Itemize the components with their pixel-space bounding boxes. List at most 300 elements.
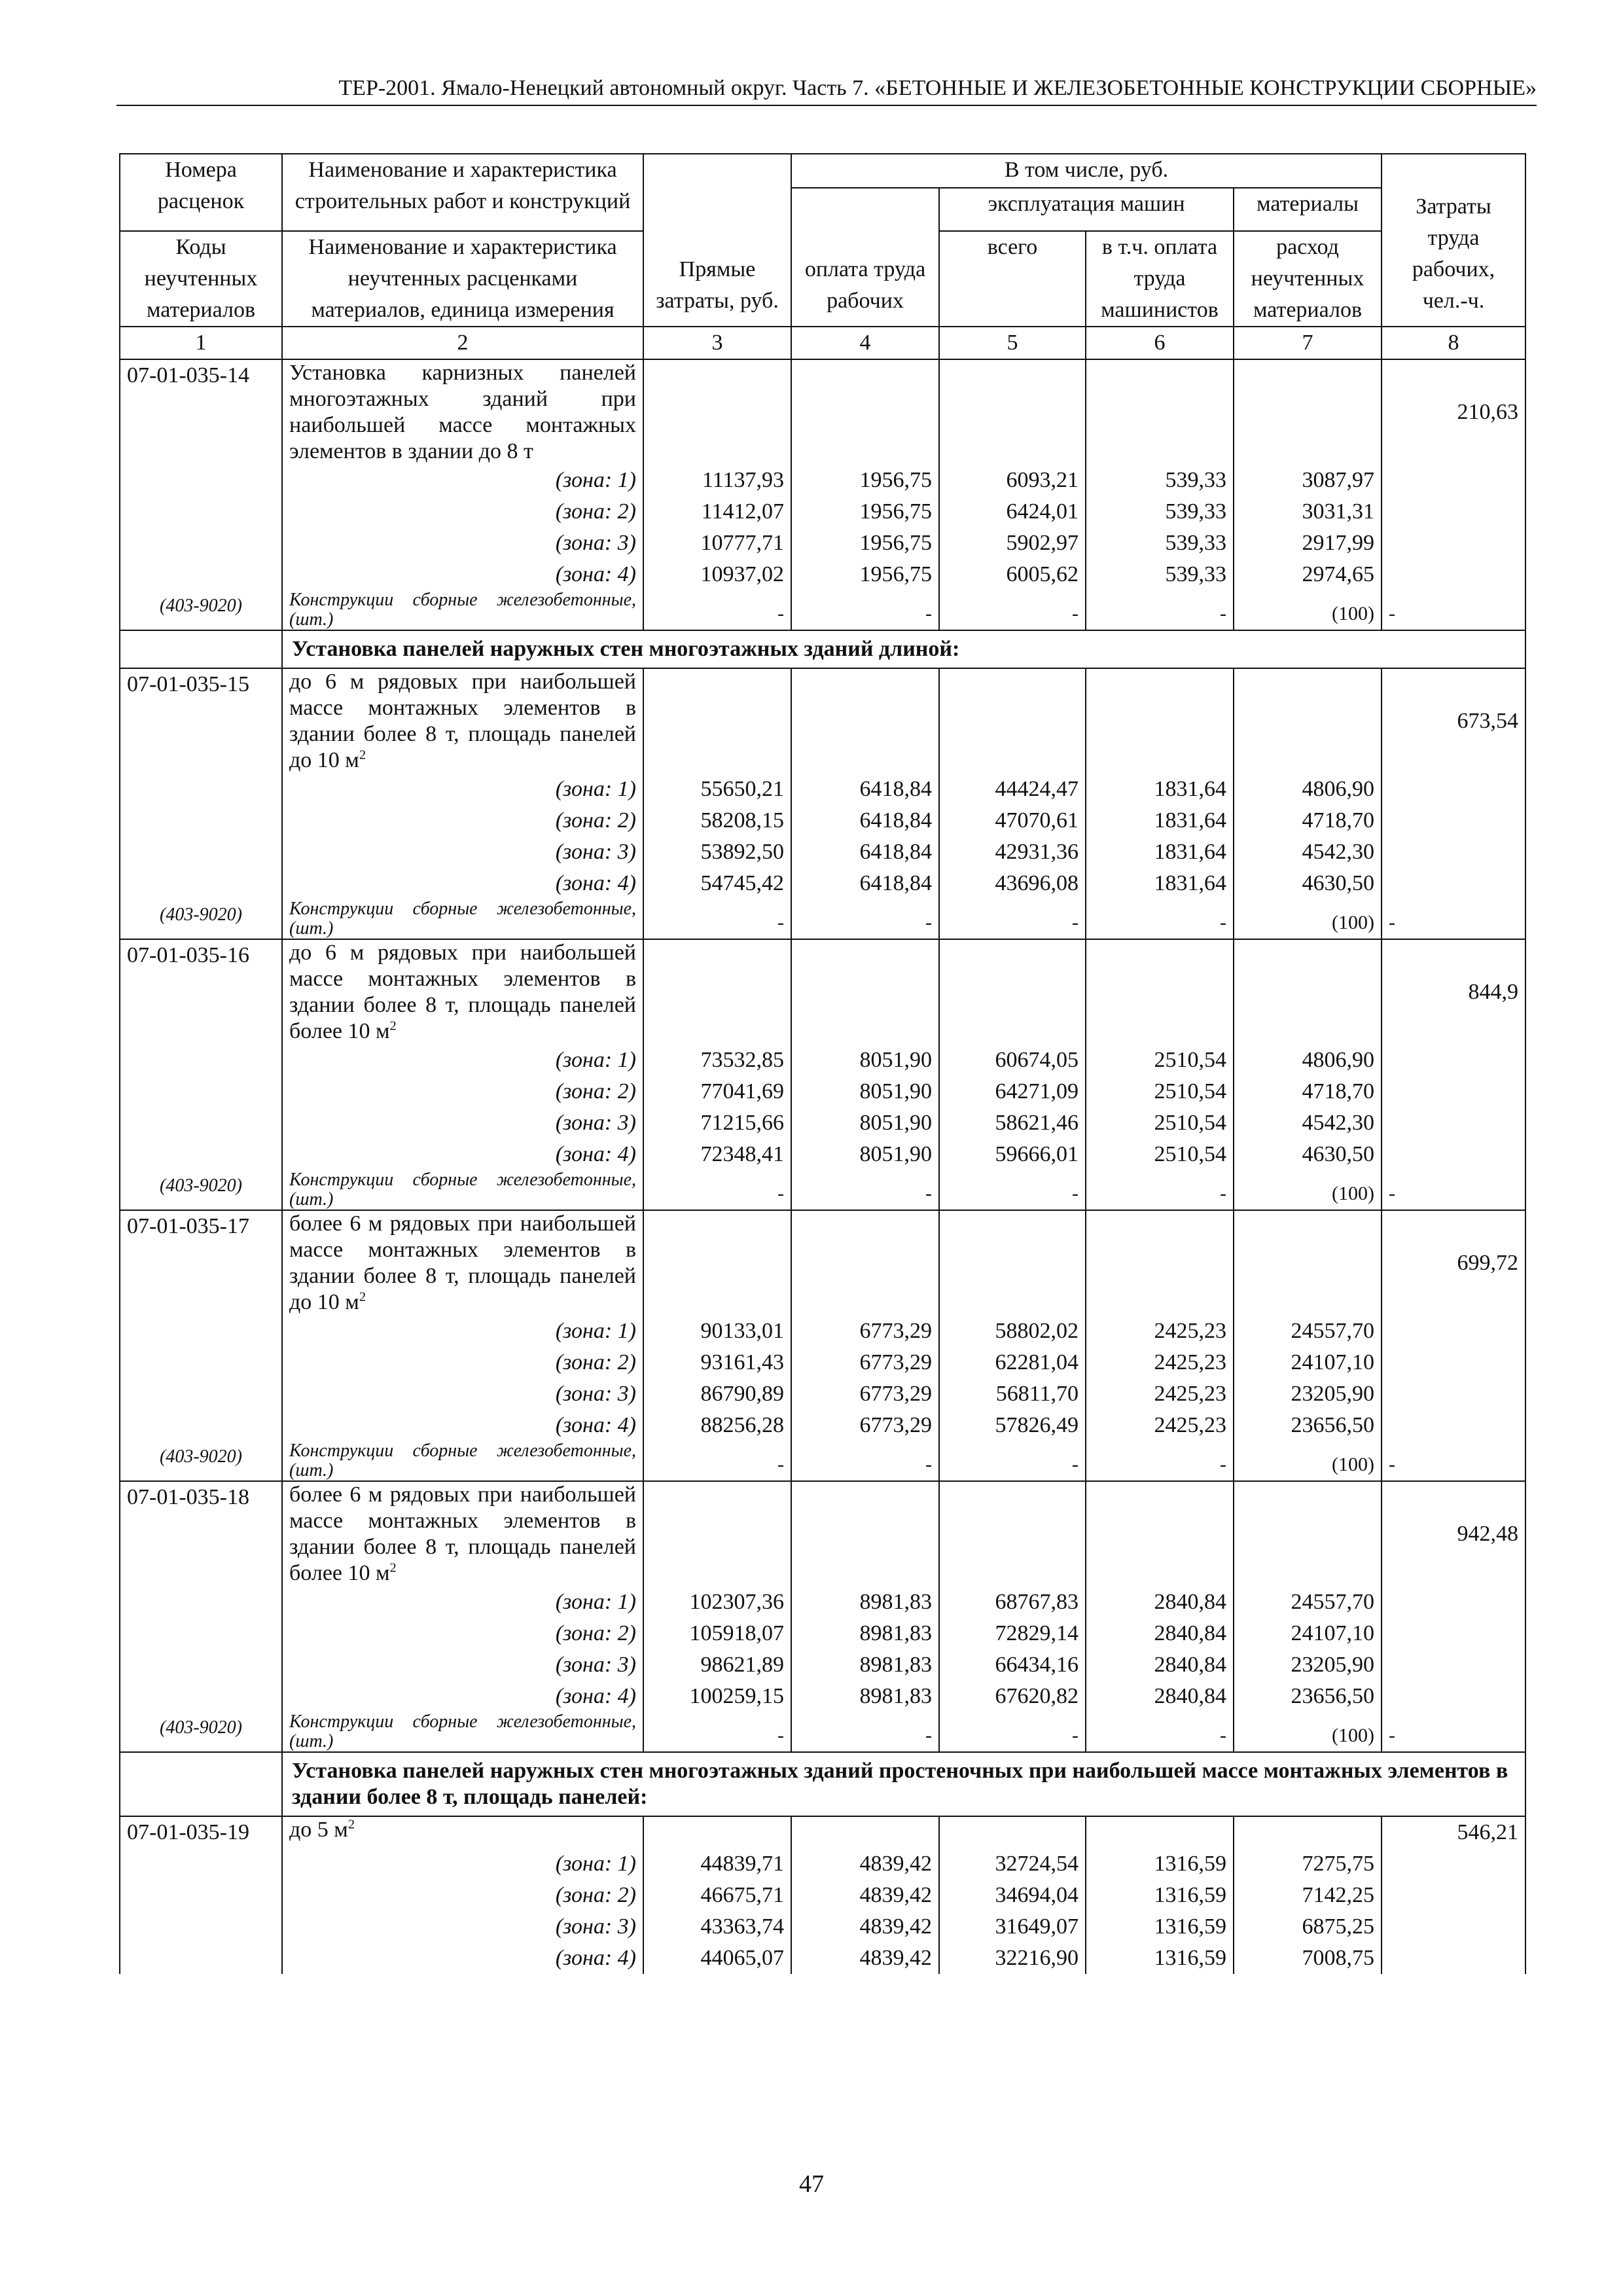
empty-cell (1234, 1816, 1382, 1848)
value-cell: 4630,50 (1234, 868, 1382, 899)
value-cell: 2974,65 (1234, 559, 1382, 590)
empty-cell (1382, 774, 1525, 805)
value-cell: 8051,90 (791, 1076, 939, 1107)
labor-cost: 546,21 (1382, 1816, 1525, 1848)
zone-label: (зона: 4) (282, 1681, 643, 1712)
labor-cost: 210,63 (1382, 359, 1525, 465)
section-heading-row (120, 1752, 1525, 1816)
value-cell: 6875,25 (1234, 1911, 1382, 1943)
value-cell: 8051,90 (791, 1045, 939, 1076)
value-cell: 6424,01 (939, 496, 1086, 528)
value-cell: 6418,84 (791, 805, 939, 836)
dash-cell: - (939, 1712, 1086, 1752)
empty-cell (120, 1139, 282, 1170)
zone-label: (зона: 3) (282, 1911, 643, 1943)
col4-header: оплата труда рабочих (791, 188, 939, 327)
dash-cell: - (939, 899, 1086, 939)
empty-cell (120, 496, 282, 528)
value-cell: 10777,71 (643, 528, 791, 559)
rate-name-text: до 6 м рядовых при наибольшей массе монтажных элементов в здании более 8 т, площадь панелей до 10 м (289, 670, 636, 772)
zone-label: (зона: 4) (282, 868, 643, 899)
empty-cell (1382, 559, 1525, 590)
labor-cost: 673,54 (1382, 668, 1525, 774)
empty-cell (643, 1481, 791, 1587)
col2-header-bottom: Наименование и характеристика неучтенных расценками материалов, единица измерения (282, 231, 643, 327)
rate-name (282, 1481, 643, 1587)
value-cell: 23205,90 (1234, 1378, 1382, 1410)
value-cell: 88256,28 (643, 1410, 791, 1441)
column-number-row (120, 327, 1525, 359)
empty-cell (939, 1210, 1086, 1316)
empty-cell (120, 868, 282, 899)
empty-cell (1086, 1481, 1234, 1587)
value-cell: 68767,83 (939, 1587, 1086, 1618)
rate-title-row (120, 359, 1525, 465)
rate-code: 07-01-035-19 (120, 1816, 282, 1848)
value-cell: 43363,74 (643, 1911, 791, 1943)
zone-label: (зона: 2) (282, 1347, 643, 1378)
dash-cell: - (1382, 1441, 1525, 1481)
value-cell: 58208,15 (643, 805, 791, 836)
zone-label: (зона: 4) (282, 1410, 643, 1441)
value-cell: 1956,75 (791, 496, 939, 528)
unit-superscript: 2 (389, 1560, 397, 1575)
empty-cell (1382, 1045, 1525, 1076)
price-table (119, 153, 1526, 1974)
value-cell: 24557,70 (1234, 1316, 1382, 1347)
value-cell: 10937,02 (643, 559, 791, 590)
empty-cell (120, 1943, 282, 1974)
empty-cell (1234, 359, 1382, 465)
zone-row (120, 1045, 1525, 1076)
zone-label: (зона: 2) (282, 805, 643, 836)
dash-cell: - (939, 1170, 1086, 1210)
dash-cell: - (643, 1170, 791, 1210)
section-heading: Установка панелей наружных стен многоэтажных зданий простеночных при наибольшей массе монтажных элементов в здании более 8 т, площадь панелей: (282, 1752, 1525, 1816)
zone-row (120, 805, 1525, 836)
value-cell: 2425,23 (1086, 1347, 1234, 1378)
empty-cell (1382, 1618, 1525, 1649)
zone-row (120, 868, 1525, 899)
value-cell: 2840,84 (1086, 1681, 1234, 1712)
empty-cell (1382, 528, 1525, 559)
dash-cell: - (791, 590, 939, 630)
rate-code: 07-01-035-14 (120, 359, 282, 465)
dash-cell: - (791, 1170, 939, 1210)
material-row (120, 1170, 1525, 1210)
zone-row (120, 1107, 1525, 1139)
value-cell: 11137,93 (643, 465, 791, 496)
value-cell: 5902,97 (939, 528, 1086, 559)
zone-label: (зона: 1) (282, 1045, 643, 1076)
empty-cell (939, 1481, 1086, 1587)
machines-header: эксплуатация машин (939, 188, 1234, 231)
value-cell: 24107,10 (1234, 1347, 1382, 1378)
empty-cell (1382, 1139, 1525, 1170)
zone-label: (зона: 3) (282, 528, 643, 559)
value-cell: 44065,07 (643, 1943, 791, 1974)
zone-row (120, 836, 1525, 868)
empty-cell (120, 1045, 282, 1076)
empty-cell (939, 1816, 1086, 1848)
value-cell: 8981,83 (791, 1681, 939, 1712)
col2-header-top: Наименование и характеристика строительных работ и конструкций (282, 154, 643, 231)
zone-row (120, 496, 1525, 528)
material-code: (403-9020) (120, 590, 282, 630)
value-cell: 46675,71 (643, 1880, 791, 1911)
material-qty: (100) (1234, 1170, 1382, 1210)
dash-cell: - (791, 1441, 939, 1481)
value-cell: 6093,21 (939, 465, 1086, 496)
rate-name-text: до 6 м рядовых при наибольшей массе монтажных элементов в здании более 8 т, площадь панелей более 10 м (289, 941, 636, 1043)
zone-label: (зона: 1) (282, 1587, 643, 1618)
material-name: Конструкции сборные железобетонные, (шт.) (282, 899, 643, 939)
value-cell: 4542,30 (1234, 836, 1382, 868)
material-row (120, 590, 1525, 630)
value-cell: 7008,75 (1234, 1943, 1382, 1974)
col-num: 6 (1086, 327, 1234, 359)
dash-cell: - (939, 1441, 1086, 1481)
value-cell: 1316,59 (1086, 1943, 1234, 1974)
labor-cost: 942,48 (1382, 1481, 1525, 1587)
value-cell: 6418,84 (791, 836, 939, 868)
dash-cell: - (643, 590, 791, 630)
value-cell: 24107,10 (1234, 1618, 1382, 1649)
empty-cell (1382, 1107, 1525, 1139)
empty-cell (791, 1210, 939, 1316)
value-cell: 6773,29 (791, 1347, 939, 1378)
section-empty-cell (120, 1752, 282, 1816)
value-cell: 98621,89 (643, 1649, 791, 1681)
value-cell: 4806,90 (1234, 774, 1382, 805)
empty-cell (120, 774, 282, 805)
empty-cell (120, 805, 282, 836)
value-cell: 4839,42 (791, 1911, 939, 1943)
value-cell: 32216,90 (939, 1943, 1086, 1974)
material-row (120, 1441, 1525, 1481)
empty-cell (1382, 496, 1525, 528)
col3-header: Прямые затраты, руб. (643, 154, 791, 327)
empty-cell (643, 668, 791, 774)
rate-name-text: до 5 м (289, 1818, 348, 1842)
empty-cell (120, 836, 282, 868)
zone-label: (зона: 3) (282, 1378, 643, 1410)
zone-label: (зона: 3) (282, 836, 643, 868)
value-cell: 1831,64 (1086, 836, 1234, 868)
value-cell: 4839,42 (791, 1880, 939, 1911)
empty-cell (643, 1816, 791, 1848)
value-cell: 8981,83 (791, 1618, 939, 1649)
zone-label: (зона: 3) (282, 1107, 643, 1139)
unit-superscript: 2 (389, 1018, 397, 1033)
zone-label: (зона: 3) (282, 1649, 643, 1681)
empty-cell (1382, 1316, 1525, 1347)
value-cell: 93161,43 (643, 1347, 791, 1378)
col1-header-top: Номера расценок (120, 154, 282, 231)
zone-label: (зона: 2) (282, 1880, 643, 1911)
zone-row (120, 1410, 1525, 1441)
value-cell: 58621,46 (939, 1107, 1086, 1139)
material-name: Конструкции сборные железобетонные, (шт.) (282, 1712, 643, 1752)
rate-name-text: более 6 м рядовых при наибольшей массе монтажных элементов в здании более 8 т, площадь панелей более 10 м (289, 1482, 636, 1585)
value-cell: 90133,01 (643, 1316, 791, 1347)
zone-row (120, 1880, 1525, 1911)
section-heading-row (120, 630, 1525, 668)
value-cell: 2510,54 (1086, 1139, 1234, 1170)
value-cell: 32724,54 (939, 1848, 1086, 1880)
col1-header-bottom: Коды неучтенных материалов (120, 231, 282, 327)
zone-row (120, 528, 1525, 559)
value-cell: 1831,64 (1086, 774, 1234, 805)
dash-cell: - (1086, 1170, 1234, 1210)
empty-cell (1086, 359, 1234, 465)
dash-cell: - (1382, 590, 1525, 630)
empty-cell (120, 1880, 282, 1911)
empty-cell (939, 668, 1086, 774)
value-cell: 53892,50 (643, 836, 791, 868)
dash-cell: - (643, 899, 791, 939)
value-cell: 2917,99 (1234, 528, 1382, 559)
empty-cell (1382, 1880, 1525, 1911)
value-cell: 23205,90 (1234, 1649, 1382, 1681)
empty-cell (1382, 1943, 1525, 1974)
value-cell: 3087,97 (1234, 465, 1382, 496)
value-cell: 54745,42 (643, 868, 791, 899)
value-cell: 55650,21 (643, 774, 791, 805)
material-row (120, 899, 1525, 939)
value-cell: 60674,05 (939, 1045, 1086, 1076)
value-cell: 6005,62 (939, 559, 1086, 590)
empty-cell (1234, 939, 1382, 1045)
col8-header: Затраты труда рабочих, чел.-ч. (1382, 154, 1525, 327)
dash-cell: - (1086, 1712, 1234, 1752)
rate-title-row (120, 1481, 1525, 1587)
empty-cell (791, 939, 939, 1045)
rate-name (282, 1210, 643, 1316)
empty-cell (643, 939, 791, 1045)
empty-cell (120, 1347, 282, 1378)
dash-cell: - (1086, 1441, 1234, 1481)
rate-name (282, 668, 643, 774)
col6-header: в т.ч. оплата труда машинистов (1086, 231, 1234, 327)
empty-cell (120, 1848, 282, 1880)
rate-name-text: Установка карнизных панелей многоэтажных зданий при наибольшей массе монтажных элементов в здании до 8 т (289, 361, 636, 463)
value-cell: 47070,61 (939, 805, 1086, 836)
empty-cell (120, 1618, 282, 1649)
zone-label: (зона: 4) (282, 1139, 643, 1170)
empty-cell (1086, 1210, 1234, 1316)
col-num: 3 (643, 327, 791, 359)
rate-name-text: более 6 м рядовых при наибольшей массе монтажных элементов в здании более 8 т, площадь панелей до 10 м (289, 1211, 636, 1314)
page-number: 47 (799, 2170, 824, 2198)
value-cell: 8981,83 (791, 1587, 939, 1618)
unit-superscript: 2 (359, 1289, 366, 1304)
zone-row (120, 1649, 1525, 1681)
value-cell: 4839,42 (791, 1848, 939, 1880)
value-cell: 44839,71 (643, 1848, 791, 1880)
empty-cell (120, 1378, 282, 1410)
empty-cell (1382, 836, 1525, 868)
empty-cell (1382, 1410, 1525, 1441)
labor-cost: 844,9 (1382, 939, 1525, 1045)
value-cell: 1316,59 (1086, 1848, 1234, 1880)
value-cell: 539,33 (1086, 559, 1234, 590)
empty-cell (1086, 668, 1234, 774)
dash-cell: - (643, 1441, 791, 1481)
empty-cell (1234, 668, 1382, 774)
dash-cell: - (939, 590, 1086, 630)
value-cell: 1956,75 (791, 465, 939, 496)
rate-name (282, 359, 643, 465)
zone-row (120, 774, 1525, 805)
value-cell: 11412,07 (643, 496, 791, 528)
empty-cell (939, 359, 1086, 465)
value-cell: 4806,90 (1234, 1045, 1382, 1076)
value-cell: 23656,50 (1234, 1681, 1382, 1712)
value-cell: 6418,84 (791, 774, 939, 805)
zone-row (120, 1316, 1525, 1347)
zone-label: (зона: 2) (282, 1618, 643, 1649)
value-cell: 24557,70 (1234, 1587, 1382, 1618)
value-cell: 43696,08 (939, 868, 1086, 899)
col-num: 1 (120, 327, 282, 359)
value-cell: 7142,25 (1234, 1880, 1382, 1911)
value-cell: 4542,30 (1234, 1107, 1382, 1139)
value-cell: 44424,47 (939, 774, 1086, 805)
section-empty-cell (120, 630, 282, 668)
empty-cell (1086, 939, 1234, 1045)
value-cell: 23656,50 (1234, 1410, 1382, 1441)
incl-header: В том числе, руб. (791, 154, 1382, 188)
empty-cell (1382, 1587, 1525, 1618)
value-cell: 56811,70 (939, 1378, 1086, 1410)
value-cell: 8051,90 (791, 1107, 939, 1139)
empty-cell (1382, 868, 1525, 899)
empty-cell (1234, 1210, 1382, 1316)
value-cell: 67620,82 (939, 1681, 1086, 1712)
empty-cell (120, 465, 282, 496)
col-num: 5 (939, 327, 1086, 359)
zone-label: (зона: 1) (282, 465, 643, 496)
value-cell: 34694,04 (939, 1880, 1086, 1911)
value-cell: 8051,90 (791, 1139, 939, 1170)
value-cell: 2840,84 (1086, 1587, 1234, 1618)
value-cell: 57826,49 (939, 1410, 1086, 1441)
value-cell: 2510,54 (1086, 1107, 1234, 1139)
zone-label: (зона: 4) (282, 559, 643, 590)
zone-row (120, 1618, 1525, 1649)
col-num: 2 (282, 327, 643, 359)
value-cell: 539,33 (1086, 496, 1234, 528)
value-cell: 71215,66 (643, 1107, 791, 1139)
section-heading: Установка панелей наружных стен многоэтажных зданий длиной: (282, 630, 1525, 668)
zone-label: (зона: 1) (282, 1848, 643, 1880)
empty-cell (120, 1681, 282, 1712)
zone-row (120, 1378, 1525, 1410)
empty-cell (1382, 1649, 1525, 1681)
value-cell: 539,33 (1086, 465, 1234, 496)
value-cell: 4718,70 (1234, 805, 1382, 836)
material-qty: (100) (1234, 590, 1382, 630)
material-name: Конструкции сборные железобетонные, (шт.) (282, 590, 643, 630)
zone-row (120, 1139, 1525, 1170)
empty-cell (791, 668, 939, 774)
value-cell: 3031,31 (1234, 496, 1382, 528)
value-cell: 77041,69 (643, 1076, 791, 1107)
rate-title-row (120, 1816, 1525, 1848)
value-cell: 6773,29 (791, 1410, 939, 1441)
empty-cell (1382, 1848, 1525, 1880)
zone-row (120, 465, 1525, 496)
value-cell: 2425,23 (1086, 1378, 1234, 1410)
value-cell: 31649,07 (939, 1911, 1086, 1943)
empty-cell (120, 1316, 282, 1347)
value-cell: 539,33 (1086, 528, 1234, 559)
value-cell: 2510,54 (1086, 1045, 1234, 1076)
zone-label: (зона: 1) (282, 1316, 643, 1347)
empty-cell (1382, 1681, 1525, 1712)
rate-code: 07-01-035-16 (120, 939, 282, 1045)
running-header: ТЕР-2001. Ямало-Ненецкий автономный округ. Часть 7. «БЕТОННЫЕ И ЖЕЛЕЗОБЕТОННЫЕ КОНСТРУКЦИИ СБОРНЫЕ» (338, 76, 1537, 100)
material-qty: (100) (1234, 899, 1382, 939)
empty-cell (939, 939, 1086, 1045)
col-num: 8 (1382, 327, 1525, 359)
value-cell: 102307,36 (643, 1587, 791, 1618)
empty-cell (791, 1816, 939, 1848)
value-cell: 2840,84 (1086, 1649, 1234, 1681)
empty-cell (1382, 805, 1525, 836)
rate-code: 07-01-035-17 (120, 1210, 282, 1316)
col-num: 4 (791, 327, 939, 359)
zone-row (120, 559, 1525, 590)
material-qty: (100) (1234, 1441, 1382, 1481)
material-code: (403-9020) (120, 1170, 282, 1210)
value-cell: 2840,84 (1086, 1618, 1234, 1649)
zone-row (120, 1347, 1525, 1378)
empty-cell (120, 1107, 282, 1139)
dash-cell: - (1086, 590, 1234, 630)
empty-cell (1382, 1347, 1525, 1378)
empty-cell (643, 1210, 791, 1316)
value-cell: 4718,70 (1234, 1076, 1382, 1107)
zone-row (120, 1681, 1525, 1712)
value-cell: 6773,29 (791, 1378, 939, 1410)
empty-cell (120, 1649, 282, 1681)
empty-cell (1086, 1816, 1234, 1848)
material-name: Конструкции сборные железобетонные, (шт.) (282, 1170, 643, 1210)
labor-cost: 699,72 (1382, 1210, 1525, 1316)
value-cell: 72829,14 (939, 1618, 1086, 1649)
zone-label: (зона: 2) (282, 496, 643, 528)
empty-cell (120, 1076, 282, 1107)
material-code: (403-9020) (120, 1441, 282, 1481)
rate-name (282, 1816, 643, 1848)
empty-cell (120, 528, 282, 559)
header-rule (116, 105, 1537, 106)
value-cell: 42931,36 (939, 836, 1086, 868)
value-cell: 2425,23 (1086, 1410, 1234, 1441)
dash-cell: - (643, 1712, 791, 1752)
value-cell: 2510,54 (1086, 1076, 1234, 1107)
empty-cell (120, 1410, 282, 1441)
unit-superscript: 2 (359, 747, 366, 762)
empty-cell (1382, 1076, 1525, 1107)
dash-cell: - (791, 1712, 939, 1752)
materials-header: материалы (1234, 188, 1382, 231)
dash-cell: - (791, 899, 939, 939)
empty-cell (1234, 1481, 1382, 1587)
value-cell: 1956,75 (791, 528, 939, 559)
